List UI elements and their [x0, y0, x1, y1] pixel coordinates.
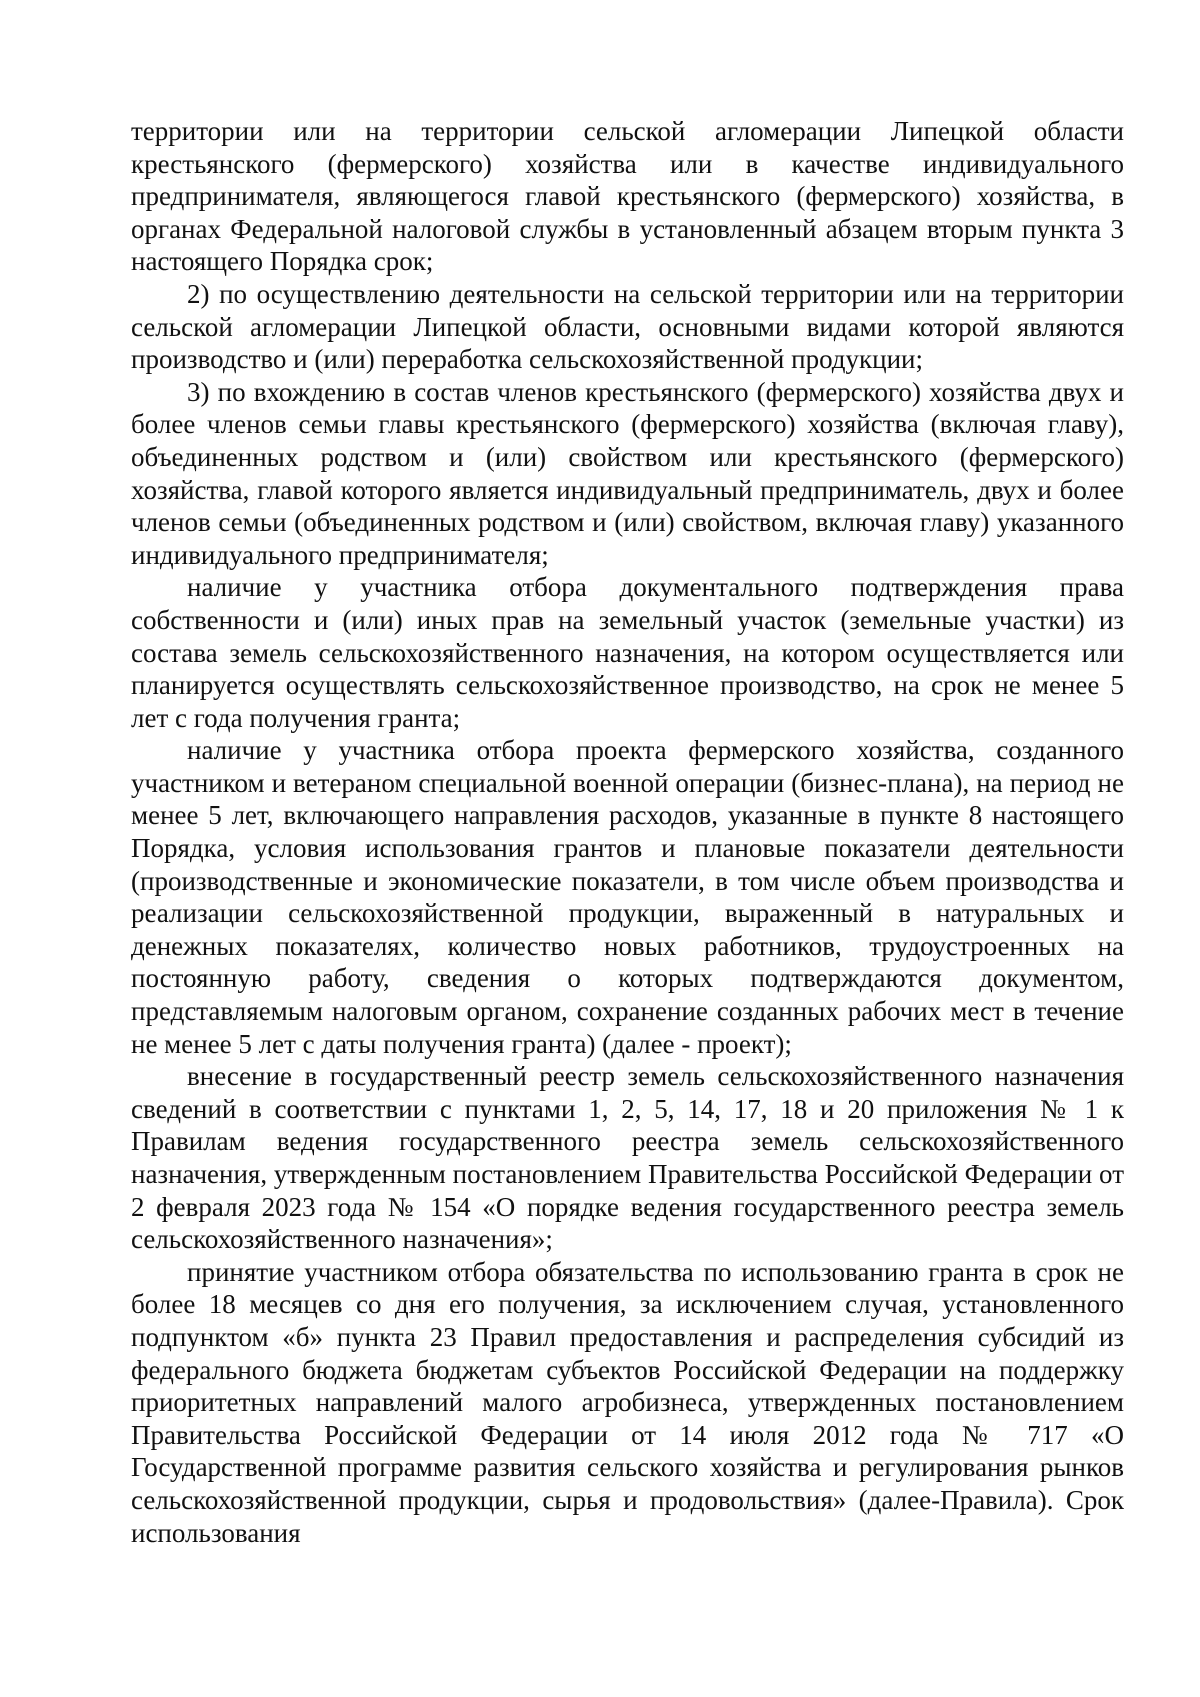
paragraph-continuation: территории или на территории сельской агломерации Липецкой области крестьянского (фермерского) хозяйства или в качестве индивидуального предпринимателя, являющегося главой крестьянского (фермерского) хозяйства, в органах Федеральной налоговой службы в установленный абзацем вторым пункта 3 настоящего Порядка срок;: [131, 116, 1124, 277]
paragraph-item-3: 3) по вхождению в состав членов крестьянского (фермерского) хозяйства двух и более членов семьи главы крестьянского (фермерского) хозяйства (включая главу), объединенных родством и (или) свойством или крестьянского (фермерского) хозяйства, главой которого является индивидуальный предприниматель, двух и более членов семьи (объединенных родством и (или) свойством, включая главу) указанного индивидуального предпринимателя;: [131, 376, 1124, 570]
document-body: [131, 115, 1124, 1549]
paragraph-grant-obligation: принятие участником отбора обязательства по использованию гранта в срок не более 18 месяцев со дня его получения, за исключением случая, установленного подпунктом «б» пункта 23 Правил предоставления и распределения субсидий из федерального бюджета бюджетам субъектов Российской Федерации на поддержку приоритетных направлений малого агробизнеса, утвержденных постановлением Правительства Российской Федерации от 14 июля 2012 года № 717 «О Государственной программе развития сельского хозяйства и регулирования рынков сельскохозяйственной продукции, сырья и продовольствия» (далее-Правила). Срок использования: [131, 1256, 1124, 1548]
paragraph-land-registry: внесение в государственный реестр земель сельскохозяйственного назначения сведений в соответствии с пунктами 1, 2, 5, 14, 17, 18 и 20 приложения № 1 к Правилам ведения государственного реестра земель сельскохозяйственного назначения, утвержденным постановлением Правительства Российской Федерации от 2 февраля 2023 года № 154 «О порядке ведения государственного реестра земель сельскохозяйственного назначения»;: [131, 1061, 1124, 1255]
paragraph-item-2: 2) по осуществлению деятельности на сельской территории или на территории сельской агломерации Липецкой области, основными видами которой являются производство и (или) переработка сельскохозяйственной продукции;: [131, 278, 1124, 375]
paragraph-land-rights: наличие у участника отбора документального подтверждения права собственности и (или) иных прав на земельный участок (земельные участки) из состава земель сельскохозяйственного назначения, на котором осуществляется или планируется осуществлять сельскохозяйственное производство, на срок не менее 5 лет с года получения гранта;: [131, 572, 1124, 733]
paragraph-farm-project: наличие у участника отбора проекта фермерского хозяйства, созданного участником и ветераном специальной военной операции (бизнес-плана), на период не менее 5 лет, включающего направления расходов, указанные в пункте 8 настоящего Порядка, условия использования грантов и плановые показатели деятельности (производственные и экономические показатели, в том числе объем производства и реализации сельскохозяйственной продукции, выраженный в натуральных и денежных показателях, количество новых работников, трудоустроенных на постоянную работу, сведения о которых подтверждаются документом, представляемым налоговым органом, сохранение созданных рабочих мест в течение не менее 5 лет с даты получения гранта) (далее - проект);: [131, 735, 1124, 1059]
